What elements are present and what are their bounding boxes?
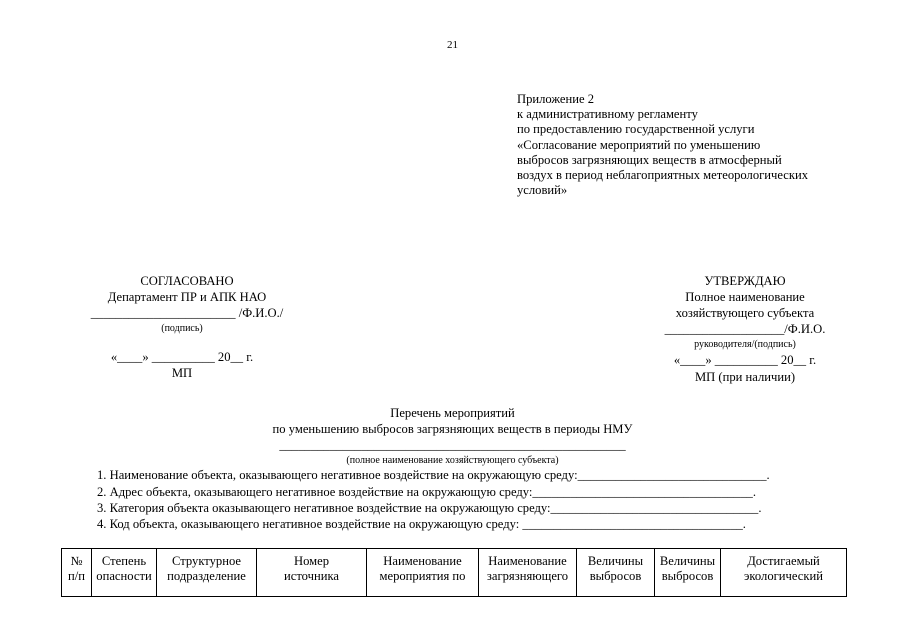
- field-object-address: 2. Адрес объекта, оказывающего негативное воздействие на окружающую среду:___________________________________.: [97, 485, 756, 499]
- agreed-signature-line: _______________________ /Ф.И.О./: [90, 306, 284, 320]
- agreed-signature-caption: (подпись): [161, 323, 203, 334]
- approved-signature-caption: руководителя/(подпись): [694, 339, 796, 350]
- table-header-cell: Величины выбросов: [577, 549, 655, 597]
- subject-name-line: _______________________________________________________: [279, 438, 626, 452]
- field-object-code: 4. Код объекта, оказывающего негативное воздействие на окружающую среду: ___________________________________.: [97, 517, 746, 531]
- appendix-note: [517, 92, 808, 198]
- field-object-name: 1. Наименование объекта, оказывающего негативное воздействие на окружающую среду:______________________________.: [97, 468, 770, 482]
- agreed-heading: СОГЛАСОВАНО: [140, 274, 234, 288]
- appendix-line: по предоставлению государственной услуги: [517, 122, 755, 137]
- approved-date-line: «____» __________ 20__ г.: [673, 353, 817, 367]
- document-title: Перечень мероприятий: [390, 406, 515, 420]
- approved-line-2: хозяйствующего субъекта: [675, 306, 815, 320]
- approved-stamp-label: МП (при наличии): [694, 370, 796, 384]
- agreed-stamp-label: МП: [171, 366, 193, 380]
- agreed-date-line: «____» __________ 20__ г.: [110, 350, 254, 364]
- agreed-organization: Департамент ПР и АПК НАО: [107, 290, 267, 304]
- appendix-line: Приложение 2: [517, 92, 595, 106]
- page-number: 21: [447, 39, 458, 51]
- appendix-line: выбросов загрязняющих веществ в атмосферный: [517, 152, 782, 167]
- appendix-line: к административному регламенту: [517, 107, 698, 122]
- table-header-row: [62, 549, 847, 597]
- table-header-cell: Достигаемый экологический: [721, 549, 847, 597]
- measures-table: [61, 548, 847, 597]
- table-header-cell: Структурное подразделение: [157, 549, 257, 597]
- field-object-category: 3. Категория объекта оказывающего негативное воздействие на окружающую среду:_________________________________.: [97, 501, 762, 515]
- table-header-cell: № п/п: [62, 549, 92, 597]
- table-header-cell: Величины выбросов: [655, 549, 721, 597]
- appendix-line: «Согласование мероприятий по уменьшению: [517, 137, 761, 152]
- table-header-cell: Наименование загрязняющего: [479, 549, 577, 597]
- appendix-line: условий»: [517, 183, 568, 198]
- approved-signature-line: ___________________/Ф.И.О.: [664, 322, 826, 336]
- table-header-cell: Степень опасности: [92, 549, 157, 597]
- table-header-cell: Наименование мероприятия по: [367, 549, 479, 597]
- table-header-cell: Номер источника: [257, 549, 367, 597]
- approved-line-1: Полное наименование: [685, 290, 805, 304]
- document-subtitle: по уменьшению выбросов загрязняющих веществ в периоды НМУ: [272, 422, 633, 436]
- appendix-line: воздух в период неблагоприятных метеорологических: [517, 168, 809, 183]
- subject-name-caption: (полное наименование хозяйствующего субъекта): [346, 455, 559, 466]
- approved-heading: УТВЕРЖДАЮ: [704, 274, 786, 288]
